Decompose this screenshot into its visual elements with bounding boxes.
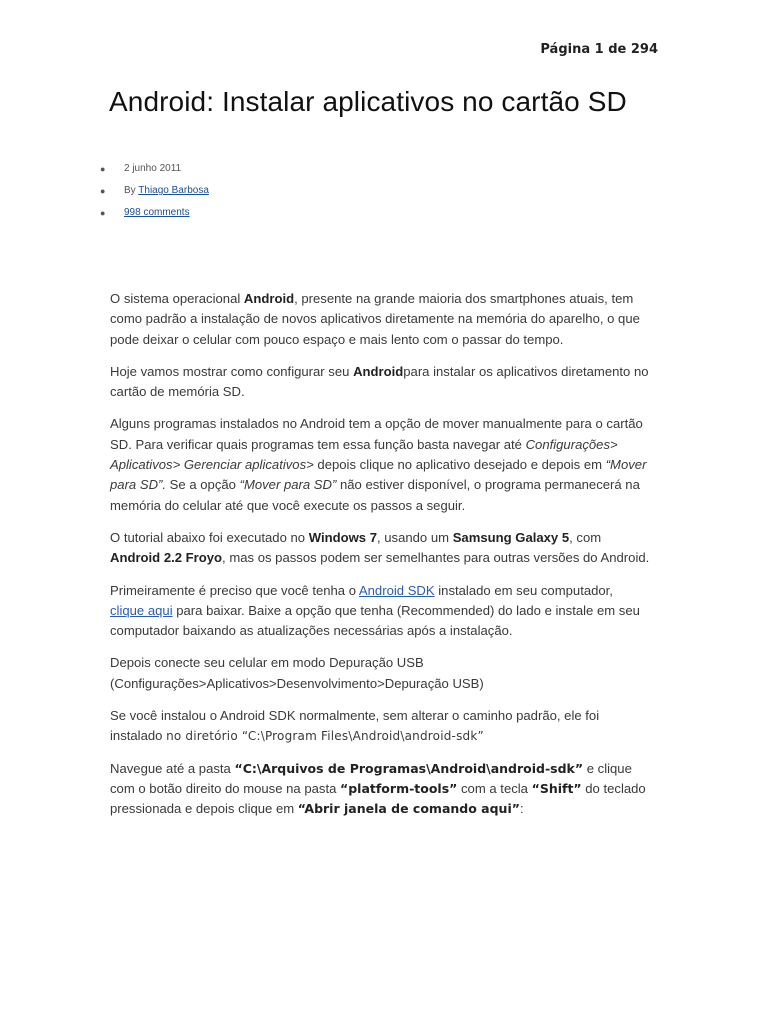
bold-text: Windows 7 [308, 529, 377, 545]
meta-by-prefix: By [124, 185, 139, 196]
text: com a tecla [457, 780, 532, 796]
bold-text: Android [353, 363, 404, 379]
text: Se a opção [166, 477, 240, 493]
bold-text: “Shift” [531, 780, 582, 796]
text: O tutorial abaixo foi executado no [110, 529, 309, 545]
meta-author [100, 182, 209, 204]
bullet-icon: ● [100, 208, 106, 218]
path-text: no diretório “C:\Program Files\Android\android-sdk” [166, 729, 484, 744]
meta-comments [100, 204, 209, 226]
bold-text: “platform-tools” [340, 780, 458, 796]
text: : [519, 801, 524, 817]
italic-text: “Mover para SD”. [110, 457, 647, 493]
bullet-icon: ● [100, 164, 106, 174]
text: , mas os passos podem ser semelhantes para outras versões do Android. [222, 550, 650, 566]
text: e clique com o botão direito do mouse na pasta [110, 760, 632, 796]
meta-date [100, 160, 209, 182]
text: , presente na grande maioria dos smartphones atuais, tem como padrão a instalação de novos aplicativos diretamente na memória do aparelho, o que pode deixar o celular com pouco espaço e mais lento com o passar do tempo. [110, 291, 640, 347]
bullet-icon: ● [100, 186, 106, 196]
paragraph-4 [110, 528, 650, 569]
text: depois clique no aplicativo desejado e depois em [313, 457, 606, 473]
bold-text: Android 2.2 Froyo [110, 550, 223, 566]
article-meta-list [100, 160, 209, 226]
text: Navegue até a pasta [110, 760, 235, 776]
text: O sistema operacional [110, 291, 244, 306]
text: Primeiramente é preciso que você tenha o [110, 582, 359, 598]
comments-link[interactable]: 998 comments [124, 207, 190, 218]
italic-text: “Mover para SD” [239, 477, 337, 493]
bold-text: “C:\Arquivos de Programas\Android\android-sdk” [234, 760, 584, 776]
text: do teclado pressionada e depois clique em [110, 780, 646, 817]
download-link[interactable]: clique aqui [110, 602, 173, 618]
text: instalado em seu computador, [434, 582, 613, 598]
text: Hoje vamos mostrar como configurar seu [110, 363, 354, 379]
text: Depois conecte seu celular em modo Depuração USB (Configurações>Aplicativos>Desenvolvimento>Depuração USB) [110, 655, 484, 691]
article-body [110, 289, 650, 832]
paragraph-8 [110, 759, 650, 820]
bold-text: “Abrir janela de comando aqui” [297, 801, 520, 817]
paragraph-6 [110, 653, 650, 694]
page-number: Página 1 de 294 [540, 42, 658, 57]
android-sdk-link[interactable]: Android SDK [358, 582, 435, 598]
article-title: Android: Instalar aplicativos no cartão SD [109, 86, 627, 117]
bold-text: Android [243, 291, 295, 306]
text: Alguns programas instalados no Android tem a opção de mover manualmente para o cartão SD. Para verificar quais programas tem essa função basta navegar até [110, 416, 643, 452]
text: para baixar. Baixe a opção que tenha (Recommended) do lado e instale em seu computador baixando as atualizações necessárias após a instalação. [110, 602, 640, 639]
meta-date-text: 2 junho 2011 [124, 163, 182, 174]
text: , usando um [376, 529, 453, 545]
paragraph-7 [110, 706, 650, 747]
bold-text: Samsung Galaxy 5 [452, 529, 570, 545]
paragraph-2 [110, 362, 650, 403]
text: Se você instalou o Android SDK normalmente, sem alterar o caminho padrão, ele foi instalado [110, 708, 600, 744]
paragraph-1 [110, 289, 650, 350]
text: , com [569, 529, 602, 545]
italic-text: Configurações> Aplicativos> Gerenciar aplicativos> [110, 436, 618, 473]
text: não estiver disponível, o programa permanecerá na memória do celular até que você execute os passos a seguir. [110, 477, 640, 513]
paragraph-5 [110, 581, 650, 642]
paragraph-3 [110, 414, 650, 515]
author-link[interactable]: Thiago Barbosa [138, 185, 209, 196]
text: para instalar os aplicativos diretamento no cartão de memória SD. [110, 363, 649, 400]
